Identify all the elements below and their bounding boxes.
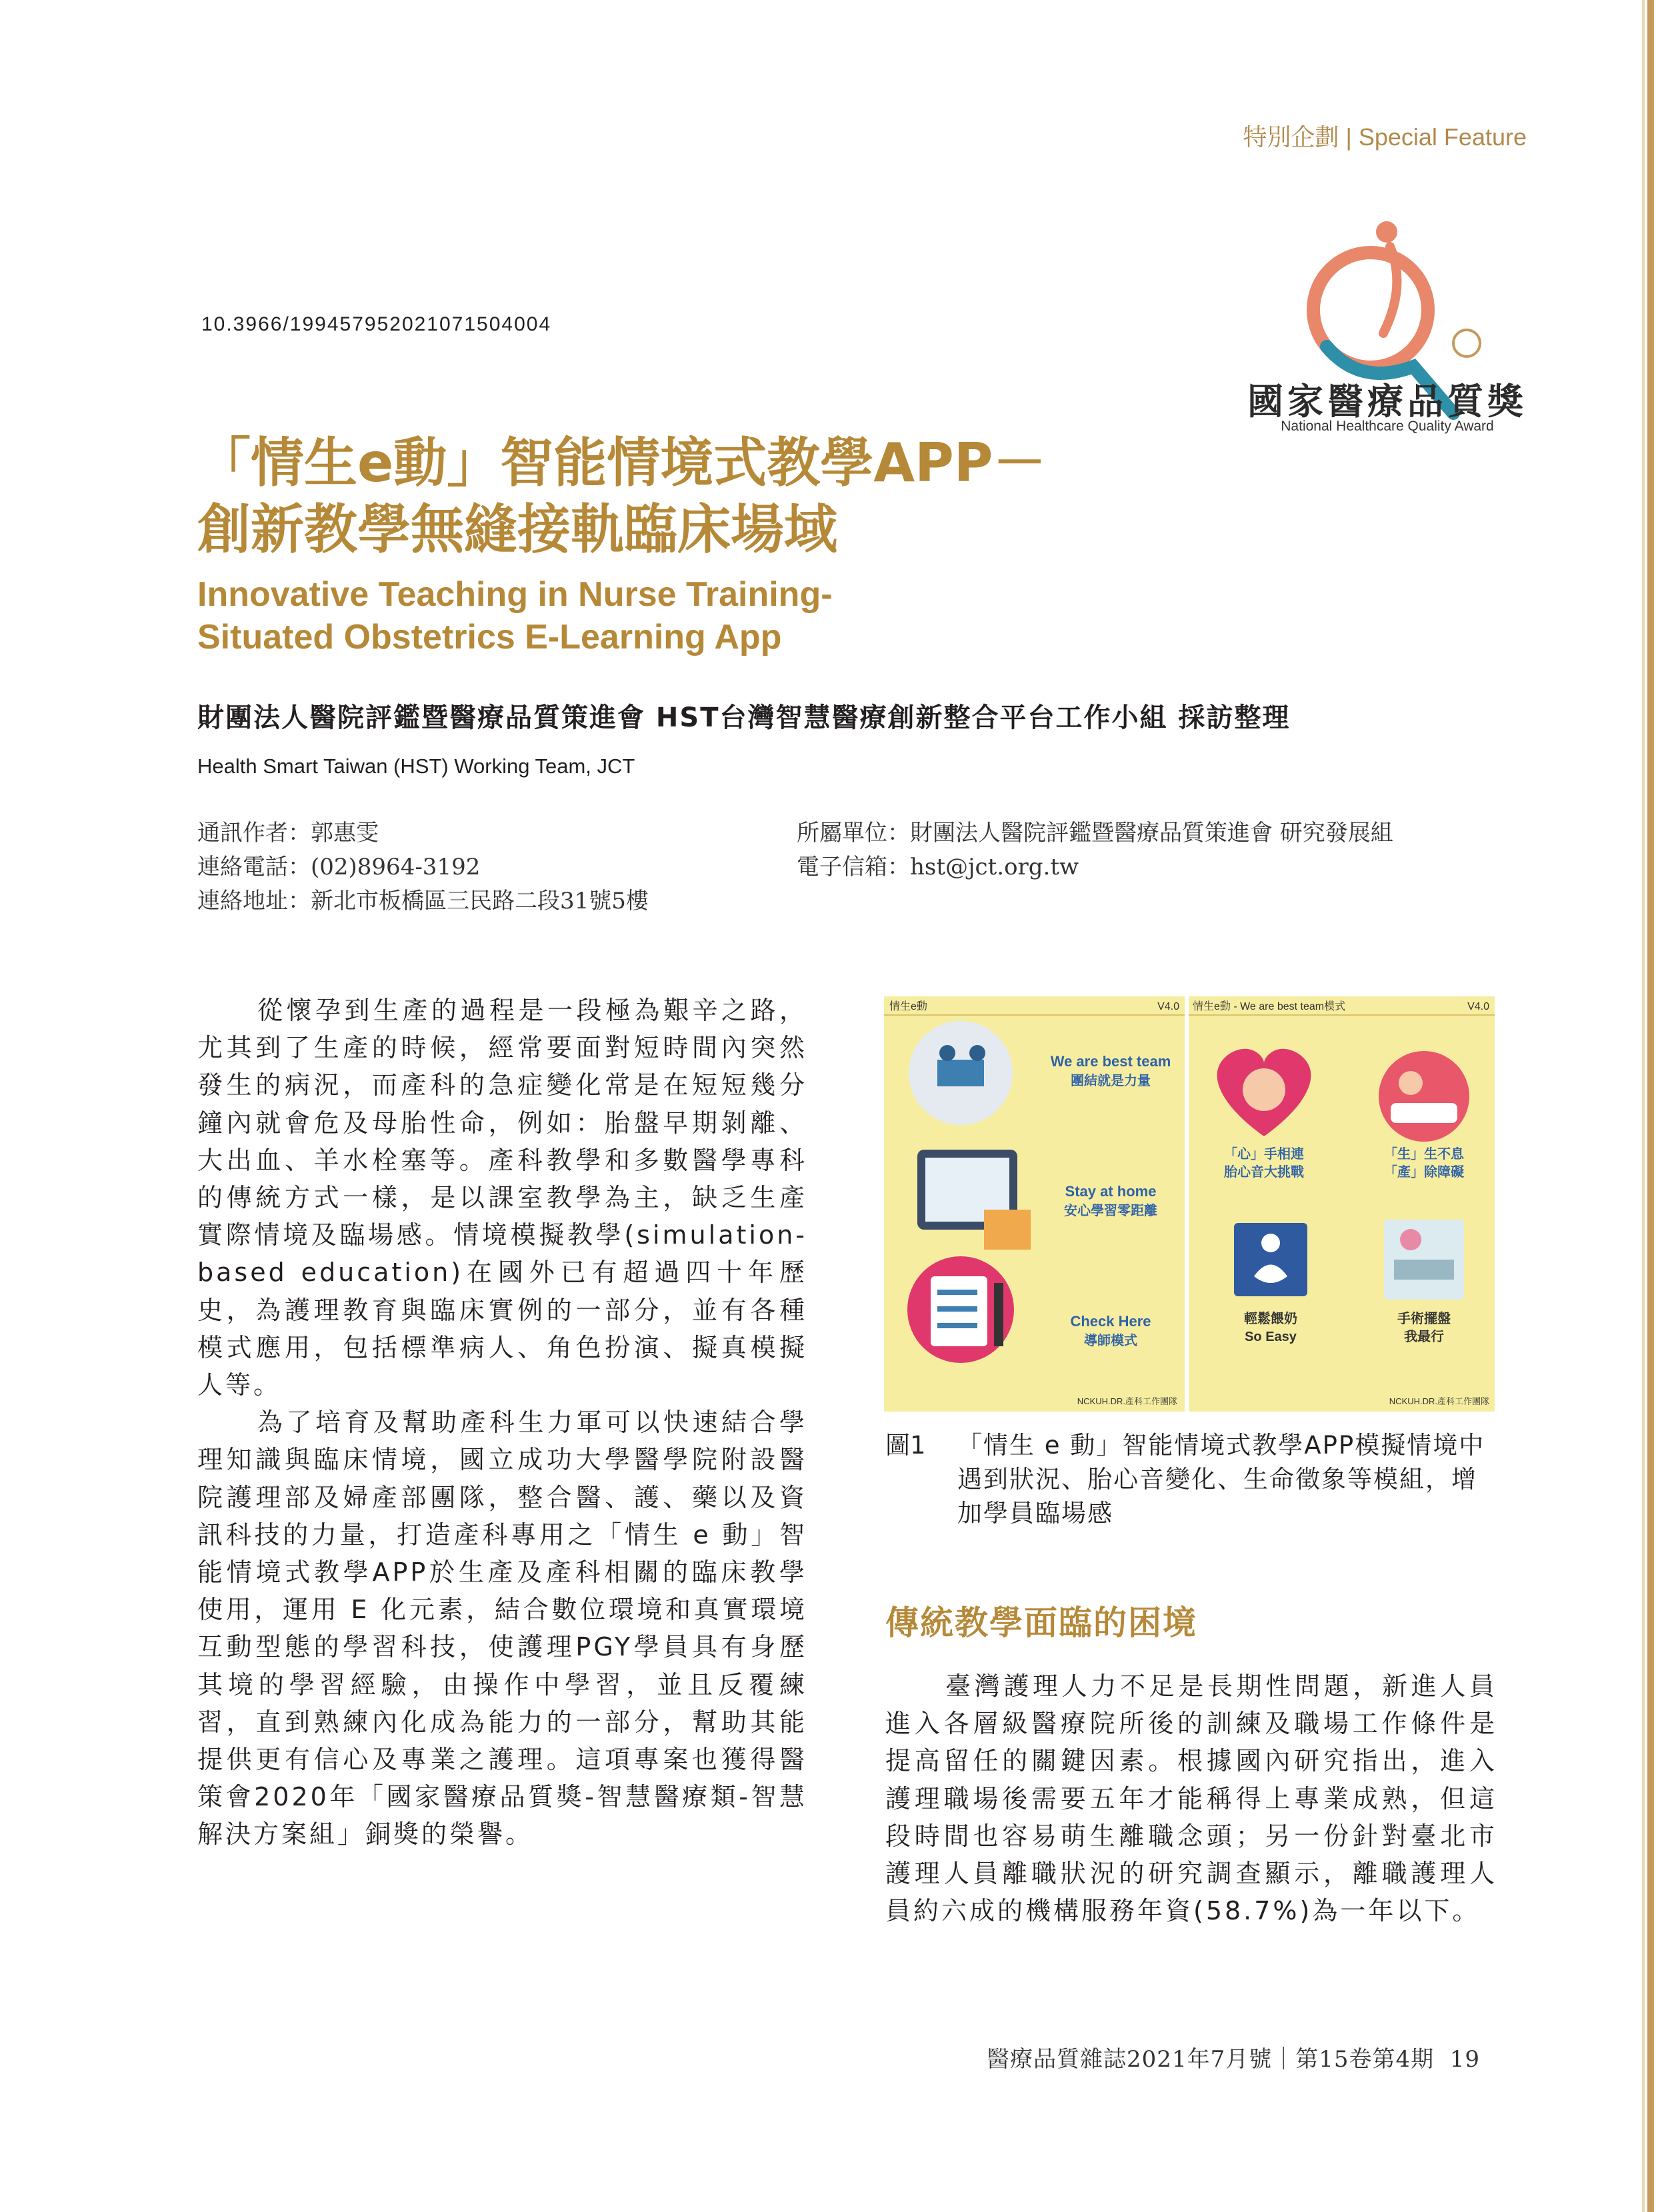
award-name-cn: 國家醫療品質獎: [1247, 381, 1527, 423]
left-item-1-cn: 團結就是力量: [1071, 1074, 1151, 1088]
article-title-en: [197, 573, 1464, 658]
contact-author: 通訊作者：郭惠雯: [197, 820, 379, 846]
left-item-3-cn: 導師模式: [1084, 1334, 1137, 1348]
article-title-cn: [197, 430, 1464, 563]
right-item-4-line1: 手術擺盤: [1397, 1312, 1451, 1326]
left-item-1-en: We are best team: [1050, 1053, 1171, 1070]
body-column-left: [197, 992, 807, 1853]
caption-number: 圖1: [885, 1431, 926, 1460]
contact-right: [797, 816, 1393, 884]
left-panel-credit: NCKUH.DR.產科工作團隊: [1077, 1396, 1177, 1406]
right-panel-credit: NCKUH.DR.產科工作團隊: [1389, 1396, 1489, 1406]
right-item-1-line1: 「心」手相連: [1224, 1147, 1304, 1162]
page-number: 19: [1449, 2046, 1480, 2073]
labor-icon: [1379, 1051, 1469, 1142]
left-panel-title: 情生e動: [889, 1001, 927, 1012]
page-footer: [933, 2041, 1480, 2073]
title-en-line2: Situated Obstetrics E-Learning App: [197, 618, 782, 656]
right-item-3-line1: 輕鬆餵奶: [1244, 1312, 1297, 1326]
caption-text: 「情生 e 動」智能情境式教學APP模擬情境中遇到狀況、胎心音變化、生命徵象等模組，增加學員臨場感: [957, 1431, 1485, 1528]
body-column-right: [885, 1667, 1497, 1929]
byline-cn: 財團法人醫院評鑑暨醫療品質策進會 HST台灣智慧醫療創新整合平台工作小組 採訪整理: [197, 702, 1291, 733]
paragraph-3: 臺灣護理人力不足是長期性問題，新進人員進入各層級醫療院所後的訓練及職場工作條件是提高留任的關鍵因素。根據國內研究指出，進入護理職場後需要五年才能稱得上專業成熟，但這段時間也容易萌生離職念頭；另一份針對臺北市護理人員離職狀況的研究調查顯示，離職護理人員約六成的機構服務年資(58.7%)為一年以下。: [885, 1671, 1497, 1926]
paragraph-1: 從懷孕到生產的過程是一段極為艱辛之路，尤其到了生產的時候，經常要面對短時間內突然發生的病況，而產科的急症變化常是在短短幾分鐘內就會危及母胎性命，例如：胎盤早期剝離、大出血、羊水栓塞等。產科教學和多數醫學專科的傳統方式一樣，是以課室教學為主，缺乏生產實際情境及臨場感。情境模擬教學(simulation-based education)在國外已有超過四十年歷史，為護理教育與臨床實例的一部分，並有各種模式應用，包括標準病人、角色扮演、擬真模擬人等。: [197, 996, 807, 1400]
contact-left: [197, 816, 649, 918]
right-item-4-line2: 我最行: [1404, 1330, 1444, 1344]
title-en-line1: Innovative Teaching in Nurse Training-: [197, 575, 833, 614]
right-panel-version: V4.0: [1467, 1001, 1489, 1012]
contact-phone: 連絡電話：(02)8964-3192: [197, 854, 481, 880]
award-dot-icon: [1376, 221, 1397, 243]
figure-1: [884, 996, 1495, 1412]
left-item-2-cn: 安心學習零距離: [1064, 1204, 1157, 1218]
award-seal-icon: [1453, 330, 1480, 357]
doi: 10.3966/199457952021071504004: [201, 313, 552, 335]
award-name-en: National Healthcare Quality Award: [1281, 419, 1494, 434]
section-heading: 傳統教學面臨的困境: [885, 1604, 1197, 1642]
contact-email: 電子信箱：hst@jct.org.tw: [797, 854, 1079, 880]
title-cn-line1: 「情生e動」智能情境式教學APP－: [197, 432, 1047, 494]
title-cn-line2: 創新教學無縫接軌臨床場域: [197, 499, 837, 560]
right-item-2-line2: 「產」除障礙: [1384, 1165, 1464, 1180]
left-panel-version: V4.0: [1157, 1001, 1179, 1012]
contact-address: 連絡地址：新北市板橋區三民路二段31號5樓: [197, 888, 649, 914]
right-item-3-line2: So Easy: [1245, 1330, 1297, 1344]
right-item-2-line1: 「生」生不息: [1384, 1147, 1464, 1162]
page-edge-bar: [1647, 0, 1654, 2212]
byline-en: Health Smart Taiwan (HST) Working Team, JCT: [197, 754, 635, 778]
contact-affiliation: 所屬單位：財團法人醫院評鑑暨醫療品質策進會 研究發展組: [797, 820, 1393, 846]
right-item-1-line2: 胎心音大挑戰: [1224, 1165, 1304, 1180]
right-panel-title: 情生e動 - We are best team模式: [1193, 1001, 1346, 1012]
page-edge-stripe: [1642, 0, 1645, 2212]
footer-journal: 醫療品質雜誌2021年7月號｜第15卷第4期: [987, 2046, 1435, 2073]
left-item-3-en: Check Here: [1070, 1313, 1151, 1330]
left-item-2-en: Stay at home: [1065, 1183, 1157, 1200]
feature-tag: 特別企劃 | Special Feature: [1243, 123, 1527, 151]
paragraph-2: 為了培育及幫助產科生力軍可以快速結合學理知識與臨床情境，國立成功大學醫學院附設醫院護理部及婦產部團隊，整合醫、護、藥以及資訊科技的力量，打造產科專用之「情生 e 動」智能情境式教學APP於生產及產科相關的臨床教學使用，運用 E 化元素，結合數位環境和真實環境互動型態的學習科技，使護理PGY學員具有身歷其境的學習經驗，由操作中學習，並且反覆練習，直到熟練內化成為能力的一部分，幫助其能提供更有信心及專業之護理。這項專案也獲得醫策會2020年「國家醫療品質獎-智慧醫療類-智慧解決方案組」銅獎的榮譽。: [197, 1408, 807, 1849]
